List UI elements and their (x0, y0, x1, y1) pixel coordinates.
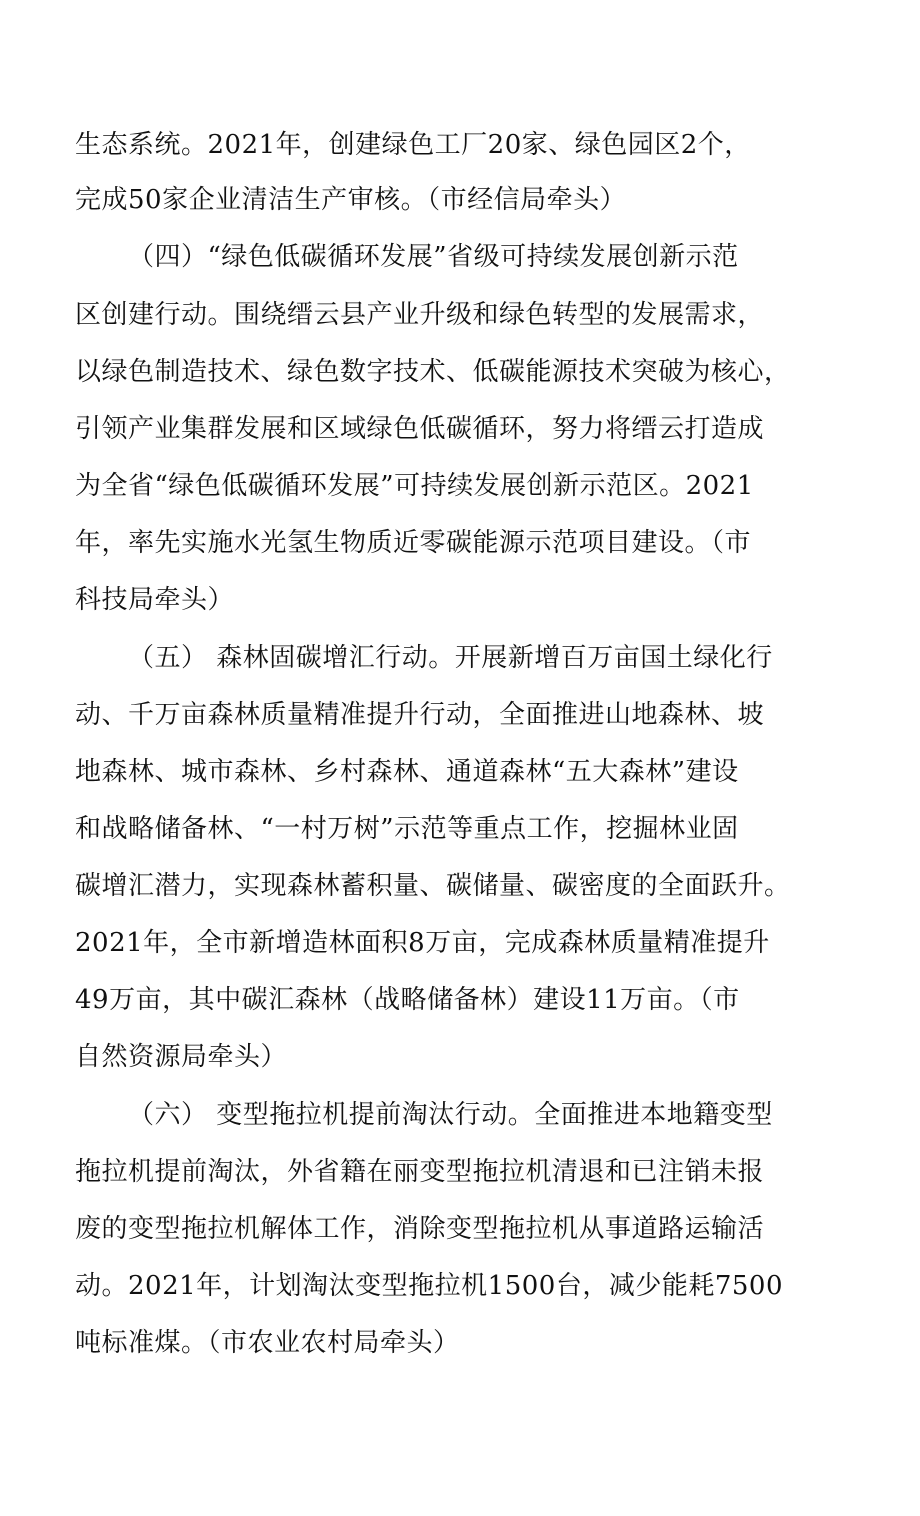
section-heading-5: （五） 森林固碳增汇行动。开展新增百万亩国土绿化行 (128, 643, 773, 673)
text-line: 地森林、城市森林、乡村森林、通道森林“五大森林”建设 (75, 757, 739, 787)
text-line: 完成50家企业清洁生产审核。（市经信局牵头） (75, 185, 627, 215)
text-line: 生态系统。2021年，创建绿色工厂20家、绿色园区2个， (75, 130, 751, 160)
text-line: 碳增汇潜力，实现森林蓄积量、碳储量、碳密度的全面跃升。 (75, 871, 791, 901)
text-line: 废的变型拖拉机解体工作，消除变型拖拉机从事道路运输活 (75, 1214, 765, 1244)
text-line: 和战略储备林、“一村万树”示范等重点工作，挖掘林业固 (75, 814, 739, 844)
text-line: 2021年，全市新增造林面积8万亩，完成森林质量精准提升 (75, 928, 770, 958)
text-line: 为全省“绿色低碳循环发展”可持续发展创新示范区。2021 (75, 471, 754, 501)
text-line: 科技局牵头） (75, 585, 235, 615)
text-line: 区创建行动。围绕缙云县产业升级和绿色转型的发展需求， (75, 300, 765, 330)
text-line: 动、千万亩森林质量精准提升行动，全面推进山地森林、坡 (75, 700, 765, 730)
text-line: 拖拉机提前淘汰，外省籍在丽变型拖拉机清退和已注销未报 (75, 1157, 765, 1187)
section-heading-4: （四）“绿色低碳循环发展”省级可持续发展创新示范 (128, 242, 739, 272)
section-heading-6: （六） 变型拖拉机提前淘汰行动。全面推进本地籍变型 (128, 1100, 773, 1130)
text-line: 自然资源局牵头） (75, 1042, 288, 1072)
text-line: 吨标准煤。（市农业农村局牵头） (75, 1328, 460, 1358)
text-line: 引领产业集群发展和区域绿色低碳循环，努力将缙云打造成 (75, 414, 765, 444)
text-line: 动。2021年，计划淘汰变型拖拉机1500台，减少能耗7500 (75, 1271, 784, 1301)
text-line: 49万亩，其中碳汇森林（战略储备林）建设11万亩。（市 (75, 985, 740, 1015)
text-line: 年，率先实施水光氢生物质近零碳能源示范项目建设。（市 (75, 528, 752, 558)
text-line: 以绿色制造技术、绿色数字技术、低碳能源技术突破为核心， (75, 357, 791, 387)
